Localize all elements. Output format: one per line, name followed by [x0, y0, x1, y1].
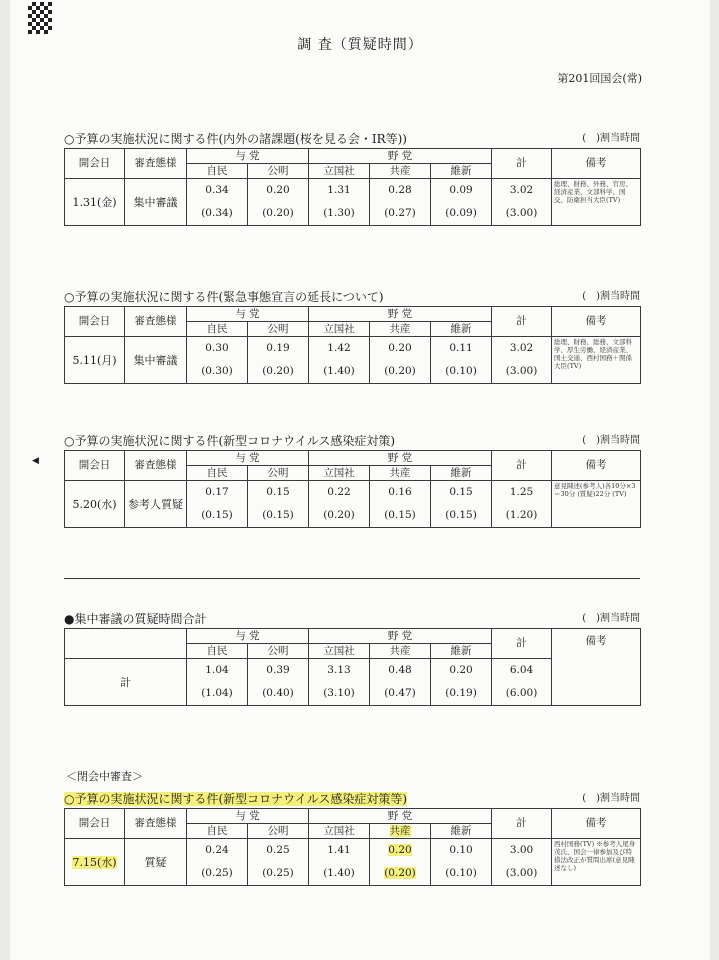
allotted-ishin: (0.19)	[431, 682, 492, 706]
actual-rikken: 0.22	[309, 481, 370, 505]
header-total: 計	[492, 451, 552, 481]
allotted-komei: (0.25)	[248, 862, 309, 886]
header-ruling: 与 党	[187, 629, 309, 644]
actual-rikken: 1.42	[309, 337, 370, 361]
row-biko: 意見陳述(参考人)各10分×3＝30分 (質疑)22分 (TV)	[552, 481, 641, 528]
header-kyosan-text: 共産	[389, 824, 411, 837]
allotted-kyosan	[370, 862, 431, 886]
actual-ishin: 0.10	[431, 839, 492, 863]
row-mode: 質疑	[125, 839, 187, 886]
header-jimin: 自民	[187, 164, 248, 179]
header-biko: 備考	[552, 307, 641, 337]
header-komei: 公明	[248, 466, 309, 481]
header-opposition: 野 党	[309, 307, 492, 322]
header-opposition: 野 党	[309, 809, 492, 824]
header-total: 計	[492, 149, 552, 179]
header-ishin: 維新	[431, 466, 492, 481]
allotted-rikken: (1.30)	[309, 202, 370, 226]
section-3-title	[64, 432, 640, 450]
header-rikken: 立国社	[309, 164, 370, 179]
allotted-total: (3.00)	[492, 360, 552, 384]
header-biko: 備考	[552, 629, 641, 706]
header-biko: 備考	[552, 809, 641, 839]
section-1-title	[64, 130, 640, 148]
section-3	[64, 432, 640, 528]
allotted-kyosan: (0.47)	[370, 682, 431, 706]
row-biko: 西村国務(TV) ※参考人尾身茂氏、国会一律参加及び特措法改正が質問出席(意見陳述なし)	[552, 839, 641, 886]
row-date: 5.20(水)	[65, 481, 125, 528]
header-jimin: 自民	[187, 322, 248, 337]
header-mode: 審査態様	[125, 451, 187, 481]
row-date	[65, 839, 125, 886]
actual-jimin: 0.30	[187, 337, 248, 361]
header-ruling: 与 党	[187, 451, 309, 466]
allotted-jimin: (0.25)	[187, 862, 248, 886]
header-mode: 審査態様	[125, 809, 187, 839]
header-ishin: 維新	[431, 644, 492, 659]
header-opposition: 野 党	[309, 629, 492, 644]
actual-kyosan: 0.16	[370, 481, 431, 505]
closed-title-text: ○予算の実施状況に関する件(新型コロナウイルス感染症対策等)	[64, 792, 408, 806]
section-1-title-text: ○予算の実施状況に関する件(内外の諸課題(桜を見る会・IR等))	[64, 132, 407, 146]
actual-ishin: 0.09	[431, 179, 492, 203]
left-arrow-icon: ◀	[32, 456, 39, 466]
allotted-kyosan: (0.20)	[370, 360, 431, 384]
divider-line	[64, 578, 640, 579]
allotted-ishin: (0.09)	[431, 202, 492, 226]
header-total: 計	[492, 307, 552, 337]
header-biko: 備考	[552, 149, 641, 179]
actual-komei: 0.15	[248, 481, 309, 505]
header-komei: 公明	[248, 824, 309, 839]
header-ishin: 維新	[431, 322, 492, 337]
header-opposition: 野 党	[309, 149, 492, 164]
summary-title	[64, 610, 640, 628]
header-mode: 審査態様	[125, 149, 187, 179]
allotted-komei: (0.40)	[248, 682, 309, 706]
allotted-jimin: (0.34)	[187, 202, 248, 226]
actual-kyosan: 0.48	[370, 659, 431, 683]
allotted-kyosan: (0.27)	[370, 202, 431, 226]
allotted-jimin: (0.15)	[187, 504, 248, 528]
allotted-kyosan-text: (0.20)	[384, 867, 416, 879]
allotted-komei: (0.20)	[248, 360, 309, 384]
header-ruling: 与 党	[187, 809, 309, 824]
header-total: 計	[492, 629, 552, 659]
actual-kyosan-text: 0.20	[388, 844, 412, 856]
closed-session-heading: ＜閉会中審査＞	[66, 770, 143, 783]
header-ishin: 維新	[431, 164, 492, 179]
section-1-table	[64, 148, 641, 226]
actual-komei: 0.19	[248, 337, 309, 361]
header-date: 開会日	[65, 451, 125, 481]
actual-kyosan	[370, 839, 431, 863]
allotted-ishin: (0.10)	[431, 360, 492, 384]
actual-rikken: 1.31	[309, 179, 370, 203]
allotted-kyosan: (0.15)	[370, 504, 431, 528]
section-2	[64, 288, 640, 384]
header-jimin: 自民	[187, 466, 248, 481]
actual-total: 3.00	[492, 839, 552, 863]
allotted-total: (1.20)	[492, 504, 552, 528]
header-total: 計	[492, 809, 552, 839]
header-mode: 審査態様	[125, 307, 187, 337]
actual-kyosan: 0.20	[370, 337, 431, 361]
actual-jimin: 0.17	[187, 481, 248, 505]
header-kyosan: 共産	[370, 466, 431, 481]
allot-note: ( )割当時間	[582, 435, 640, 446]
header-rikken: 立国社	[309, 824, 370, 839]
header-date: 開会日	[65, 307, 125, 337]
actual-komei: 0.25	[248, 839, 309, 863]
row-mode: 集中審議	[125, 179, 187, 226]
header-ishin: 維新	[431, 824, 492, 839]
header-blank	[65, 629, 187, 659]
allot-note: ( )割当時間	[582, 793, 640, 804]
page-title: 調 査（質疑時間）	[297, 37, 423, 53]
actual-jimin: 0.24	[187, 839, 248, 863]
header-ruling: 与 党	[187, 307, 309, 322]
section-2-title-text: ○予算の実施状況に関する件(緊急事態宣言の延長について)	[64, 290, 384, 304]
session-label: 第201回国会(常)	[557, 72, 642, 85]
allotted-rikken: (3.10)	[309, 682, 370, 706]
allotted-total: (3.00)	[492, 862, 552, 886]
header-komei: 公明	[248, 322, 309, 337]
allotted-komei: (0.20)	[248, 202, 309, 226]
header-komei: 公明	[248, 644, 309, 659]
row-date: 5.11(月)	[65, 337, 125, 384]
summary-label: 計	[65, 659, 187, 706]
allotted-total: (6.00)	[492, 682, 552, 706]
row-biko: 総理、財務、外務、官房、経済産業、文部科学、国交、防衛担当大臣(TV)	[552, 179, 641, 226]
summary-section	[64, 610, 640, 706]
section-2-title	[64, 288, 640, 306]
actual-ishin: 0.15	[431, 481, 492, 505]
header-ruling: 与 党	[187, 149, 309, 164]
allotted-rikken: (1.40)	[309, 360, 370, 384]
actual-rikken: 3.13	[309, 659, 370, 683]
header-komei: 公明	[248, 164, 309, 179]
allot-note: ( )割当時間	[582, 291, 640, 302]
allotted-ishin: (0.15)	[431, 504, 492, 528]
header-date: 開会日	[65, 149, 125, 179]
closed-table	[64, 808, 641, 886]
summary-title-text: ●集中審議の質疑時間合計	[64, 612, 207, 626]
allotted-jimin: (1.04)	[187, 682, 248, 706]
header-rikken: 立国社	[309, 322, 370, 337]
actual-rikken: 1.41	[309, 839, 370, 863]
header-jimin: 自民	[187, 644, 248, 659]
closed-section	[64, 790, 640, 886]
allot-note: ( )割当時間	[582, 613, 640, 624]
actual-total: 3.02	[492, 337, 552, 361]
row-mode: 集中審議	[125, 337, 187, 384]
allotted-rikken: (0.20)	[309, 504, 370, 528]
actual-ishin: 0.11	[431, 337, 492, 361]
header-date: 開会日	[65, 809, 125, 839]
row-mode: 参考人質疑	[125, 481, 187, 528]
actual-total: 3.02	[492, 179, 552, 203]
header-rikken: 立国社	[309, 644, 370, 659]
section-3-title-text: ○予算の実施状況に関する件(新型コロナウイルス感染症対策)	[64, 434, 396, 448]
header-kyosan: 共産	[370, 322, 431, 337]
header-kyosan	[370, 824, 431, 839]
actual-jimin: 0.34	[187, 179, 248, 203]
header-kyosan: 共産	[370, 644, 431, 659]
section-3-table	[64, 450, 641, 528]
row-biko: 総理、財務、総務、文部科学、厚生労働、経済産業、国土交通、西村国務＋関係大臣(TV)	[552, 337, 641, 384]
actual-komei: 0.39	[248, 659, 309, 683]
scan-corner-mark	[28, 2, 52, 34]
allotted-ishin: (0.10)	[431, 862, 492, 886]
header-kyosan: 共産	[370, 164, 431, 179]
header-rikken: 立国社	[309, 466, 370, 481]
section-1	[64, 130, 640, 226]
row-date: 1.31(金)	[65, 179, 125, 226]
row-date-text: 7.15(水)	[72, 855, 117, 869]
allotted-jimin: (0.30)	[187, 360, 248, 384]
header-jimin: 自民	[187, 824, 248, 839]
actual-kyosan: 0.28	[370, 179, 431, 203]
actual-total: 6.04	[492, 659, 552, 683]
section-2-table	[64, 306, 641, 384]
actual-komei: 0.20	[248, 179, 309, 203]
header-opposition: 野 党	[309, 451, 492, 466]
closed-title	[64, 790, 640, 808]
allotted-total: (3.00)	[492, 202, 552, 226]
allot-note: ( )割当時間	[582, 133, 640, 144]
actual-total: 1.25	[492, 481, 552, 505]
actual-jimin: 1.04	[187, 659, 248, 683]
allotted-rikken: (1.40)	[309, 862, 370, 886]
allotted-komei: (0.15)	[248, 504, 309, 528]
header-biko: 備考	[552, 451, 641, 481]
actual-ishin: 0.20	[431, 659, 492, 683]
summary-table	[64, 628, 641, 706]
